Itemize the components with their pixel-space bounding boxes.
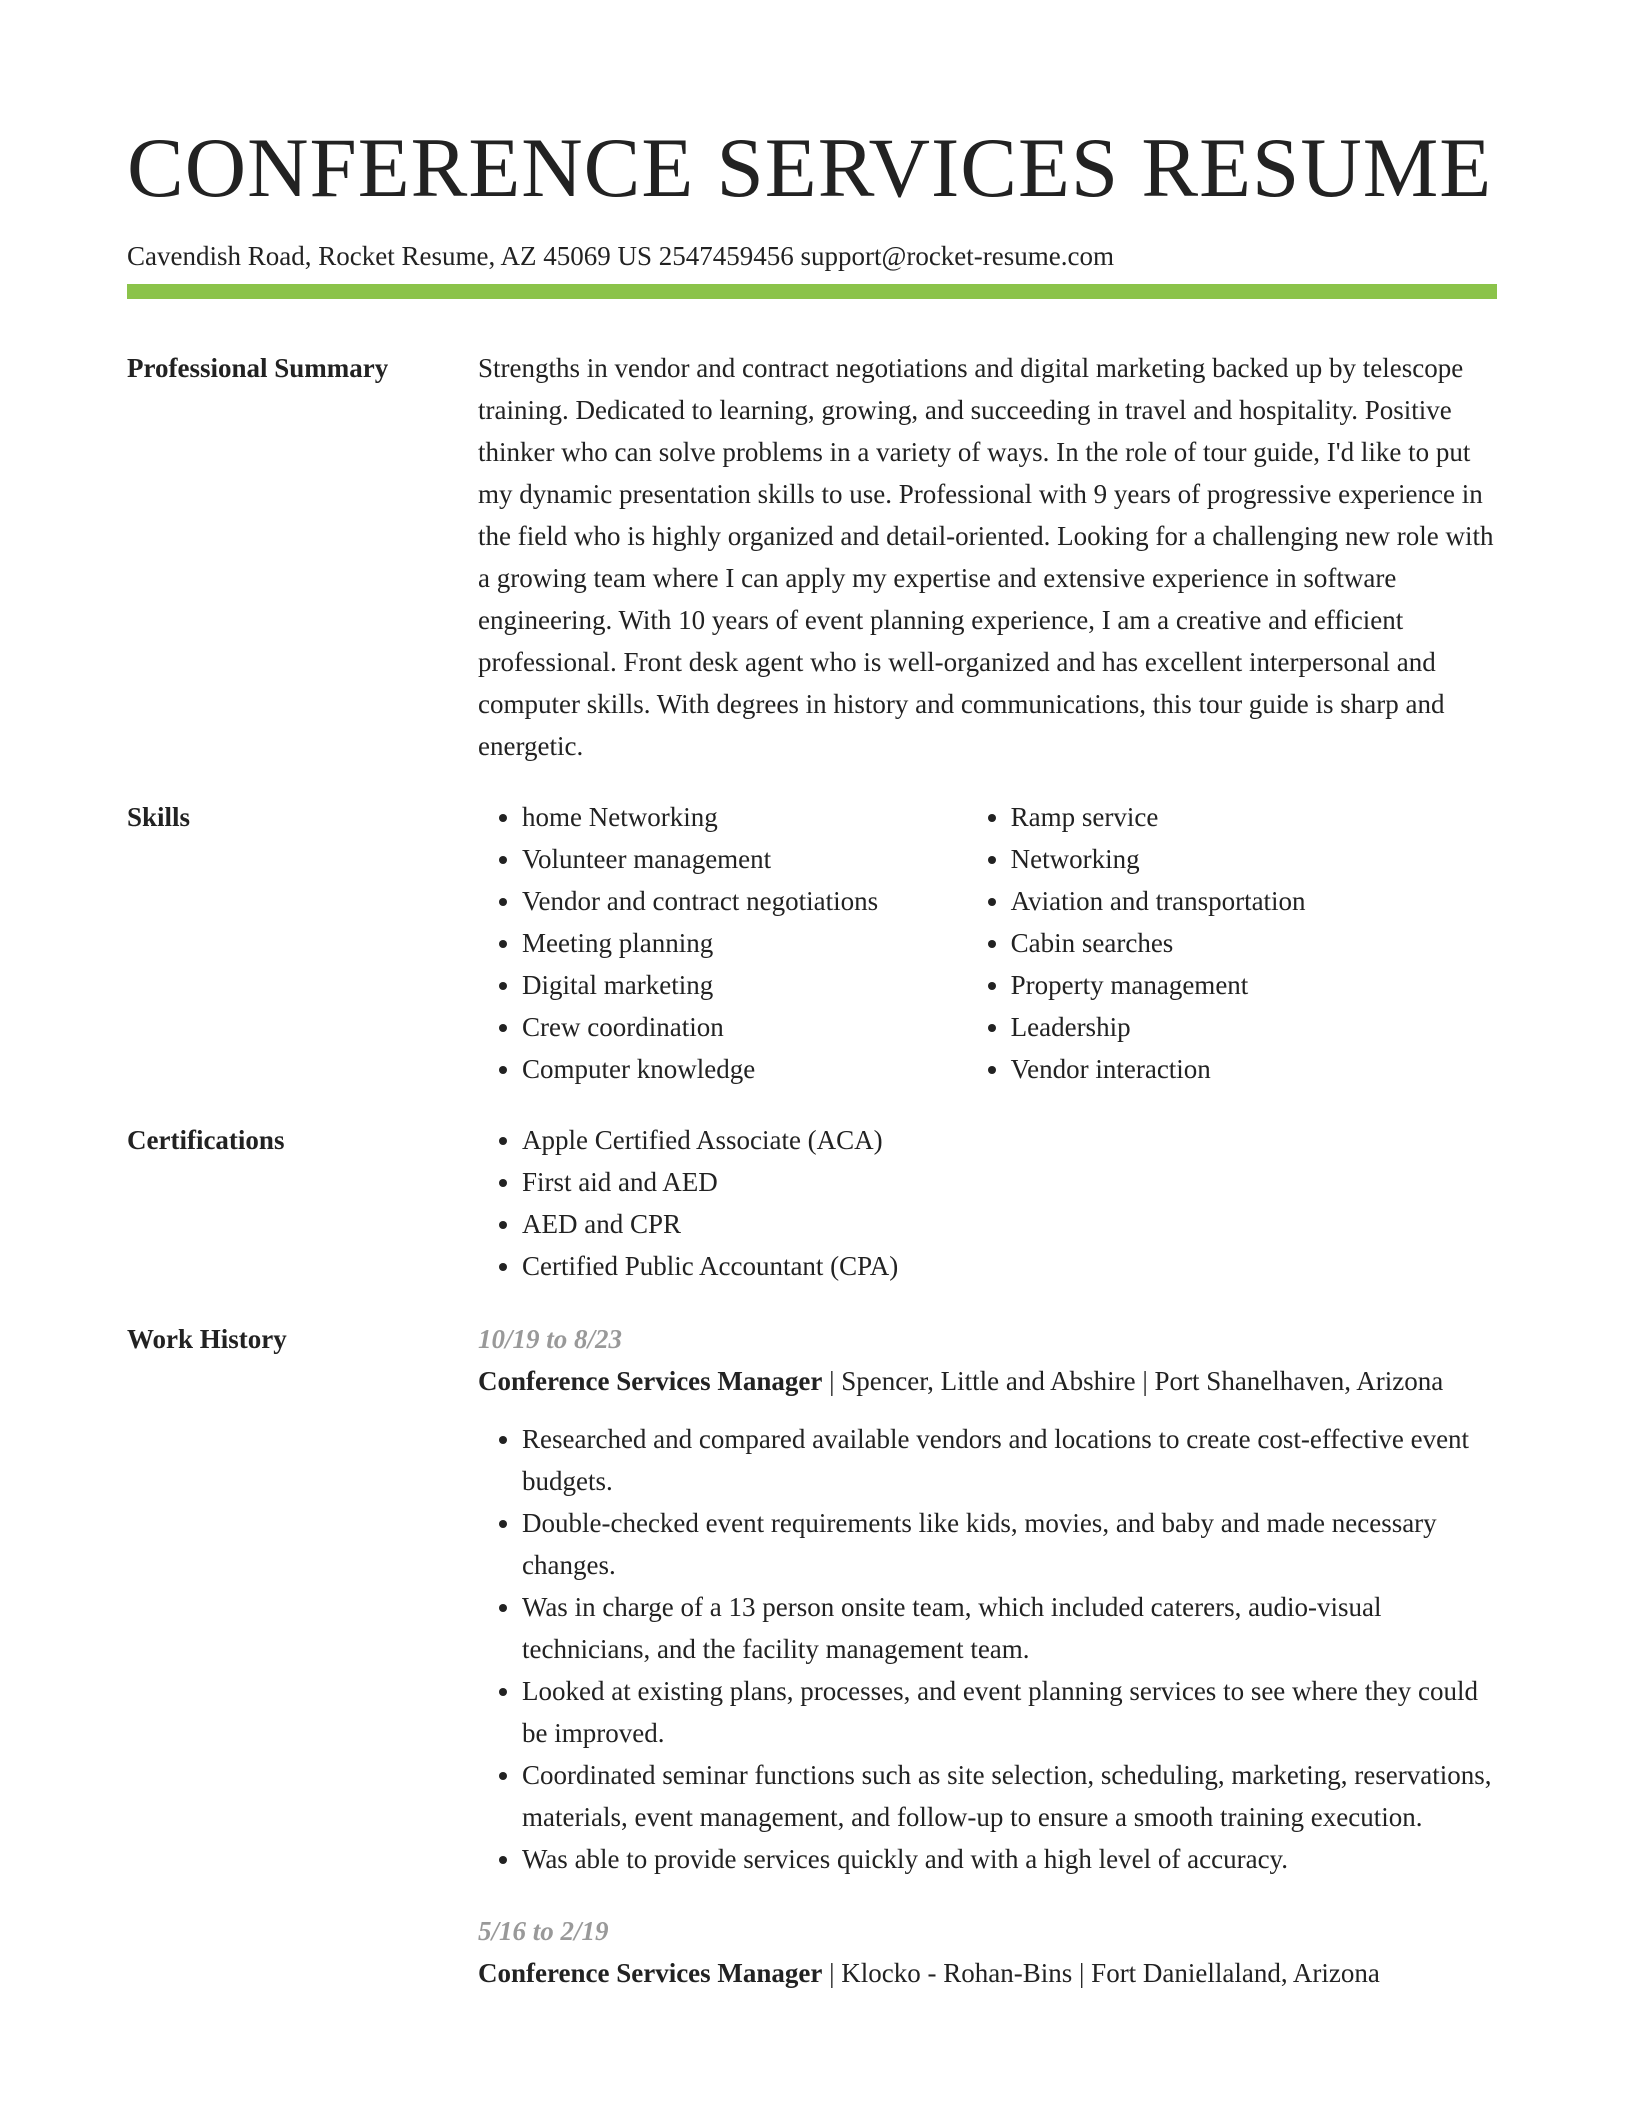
certification-item: • AED and CPR	[522, 1203, 1497, 1245]
job-company-location: | Klocko - Rohan-Bins | Fort Daniellaland, Arizona	[822, 1958, 1380, 1988]
certifications-list	[478, 1119, 1497, 1287]
skill-item: • Cabin searches	[1011, 922, 1497, 964]
job-bullet: • Coordinated seminar functions such as site selection, scheduling, marketing, reservations, materials, event management, and follow-up to ensure a smooth training execution.	[522, 1754, 1497, 1838]
job-entry	[478, 1318, 1497, 1880]
certification-item: • Certified Public Accountant (CPA)	[522, 1245, 1497, 1287]
job-bullet: • Was in charge of a 13 person onsite team, which included caterers, audio-visual technicians, and the facility management team.	[522, 1586, 1497, 1670]
skill-item: • Meeting planning	[522, 922, 967, 964]
skill-item: • Crew coordination	[522, 1006, 967, 1048]
work-history-content	[478, 1318, 1497, 2024]
job-dates: 10/19 to 8/23	[478, 1324, 623, 1354]
skills-content	[478, 796, 1497, 1090]
job-bullet: • Double-checked event requirements like kids, movies, and baby and made necessary changes.	[522, 1502, 1497, 1586]
skill-item: • Computer knowledge	[522, 1048, 967, 1090]
section-label-summary: Professional Summary	[127, 353, 389, 383]
skill-item: • Networking	[1011, 838, 1497, 880]
certification-item: • Apple Certified Associate (ACA)	[522, 1119, 1497, 1161]
job-bullet: • Was able to provide services quickly and with a high level of accuracy.	[522, 1838, 1497, 1880]
job-company-location: | Spencer, Little and Abshire | Port Shanelhaven, Arizona	[822, 1366, 1444, 1396]
section-label-skills: Skills	[127, 802, 191, 832]
skill-item: • Vendor interaction	[1011, 1048, 1497, 1090]
skill-item: • Volunteer management	[522, 838, 967, 880]
skills-list-right	[967, 796, 1497, 1090]
skills-list-left	[478, 796, 967, 1090]
job-dates: 5/16 to 2/19	[478, 1916, 609, 1946]
contact-line: Cavendish Road, Rocket Resume, AZ 45069 US 2547459456 support@rocket-resume.com	[127, 241, 1114, 271]
job-bullet-list	[478, 1418, 1497, 1880]
skill-item: • Leadership	[1011, 1006, 1497, 1048]
accent-divider	[127, 284, 1497, 299]
summary-text: Strengths in vendor and contract negotiations and digital marketing backed up by telescope training. Dedicated to learning, growing, and succeeding in travel and hospitality. Positive thinker who can solve problems in a variety of ways. In the role of tour guide, I'd like to put my dynamic presentation skills to use. Professional with 9 years of progressive experience in the field who is highly organized and detail-oriented. Looking for a challenging new role with a growing team where I can apply my expertise and extensive experience in software engineering. With 10 years of event planning experience, I am a creative and efficient professional. Front desk agent who is well-organized and has excellent interpersonal and computer skills. With degrees in history and communications, this tour guide is sharp and energetic.	[478, 353, 1494, 761]
section-label-certifications: Certifications	[127, 1125, 285, 1155]
resume-title: CONFERENCE SERVICES RESUME	[127, 121, 1493, 215]
skill-item: • home Networking	[522, 796, 967, 838]
skill-item: • Property management	[1011, 964, 1497, 1006]
job-title: Conference Services Manager	[478, 1958, 823, 1988]
job-heading	[478, 1952, 1497, 1994]
job-bullet: • Looked at existing plans, processes, and event planning services to see where they could be improved.	[522, 1670, 1497, 1754]
skill-item: • Vendor and contract negotiations	[522, 880, 967, 922]
job-title: Conference Services Manager	[478, 1366, 823, 1396]
certification-item: • First aid and AED	[522, 1161, 1497, 1203]
section-label-work-history: Work History	[127, 1324, 287, 1354]
job-entry	[478, 1910, 1497, 1994]
skill-item: • Digital marketing	[522, 964, 967, 1006]
certifications-content	[478, 1119, 1497, 1287]
summary-content	[478, 347, 1497, 767]
job-bullet: • Researched and compared available vendors and locations to create cost-effective event budgets.	[522, 1418, 1497, 1502]
skill-item: • Ramp service	[1011, 796, 1497, 838]
skill-item: • Aviation and transportation	[1011, 880, 1497, 922]
resume-header	[127, 118, 1497, 272]
job-heading	[478, 1360, 1497, 1402]
